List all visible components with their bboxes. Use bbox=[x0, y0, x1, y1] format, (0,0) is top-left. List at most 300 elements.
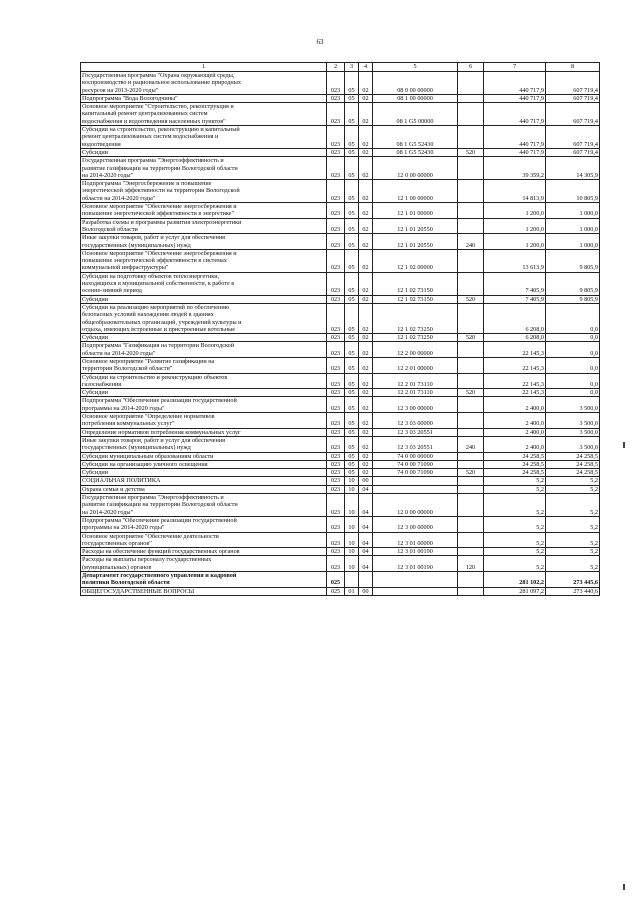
amount-2020-cell: 0,0 bbox=[546, 357, 600, 373]
row-name-cell: Подпрограмма "Обеспечение реализации государственной программы на 2014-2020 годы" bbox=[81, 516, 327, 532]
expense-type-cell bbox=[458, 477, 484, 485]
table-row bbox=[81, 334, 600, 342]
subsection-code-cell: 00 bbox=[359, 587, 373, 595]
section-code-cell: 05 bbox=[345, 428, 359, 436]
column-header: 5 bbox=[373, 63, 458, 72]
amount-2019-cell: 24 258,5 bbox=[484, 469, 546, 477]
table-row bbox=[81, 249, 600, 272]
row-name-cell: Подпрограмма "Газификация на территории Вологодской области на 2014-2020 годы" bbox=[81, 342, 327, 358]
subsection-code-cell: 04 bbox=[359, 556, 373, 572]
table-row bbox=[81, 452, 600, 460]
ministry-code-cell: 023 bbox=[327, 532, 345, 548]
expense-type-cell bbox=[458, 103, 484, 126]
ministry-code-cell: 023 bbox=[327, 389, 345, 397]
amount-2019-cell: 5,2 bbox=[484, 477, 546, 485]
amount-2019-cell: 22 145,3 bbox=[484, 357, 546, 373]
table-row bbox=[81, 460, 600, 468]
expense-type-cell bbox=[458, 249, 484, 272]
amount-2020-cell: 5,2 bbox=[546, 494, 600, 517]
ministry-code-cell: 023 bbox=[327, 469, 345, 477]
amount-2019-cell: 22 145,3 bbox=[484, 342, 546, 358]
amount-2020-cell: 0,0 bbox=[546, 342, 600, 358]
target-article-cell: 12 1 01 20550 bbox=[373, 234, 458, 250]
column-header: 6 bbox=[458, 63, 484, 72]
table-row bbox=[81, 587, 600, 595]
row-name-cell: Субсидии на строительство, реконструкцию и капитальный ремонт централизованных систем водоснабжения и водоотведения bbox=[81, 126, 327, 149]
section-code-cell: 10 bbox=[345, 477, 359, 485]
amount-2019-cell: 14 813,9 bbox=[484, 180, 546, 203]
target-article-cell: 12 1 02 73150 bbox=[373, 272, 458, 295]
amount-2020-cell: 5,2 bbox=[546, 548, 600, 556]
section-code-cell: 05 bbox=[345, 373, 359, 389]
amount-2020-cell: 273 440,6 bbox=[546, 587, 600, 595]
table-row bbox=[81, 477, 600, 485]
section-code-cell: 05 bbox=[345, 342, 359, 358]
table-row bbox=[81, 397, 600, 413]
amount-2020-cell: 14 305,9 bbox=[546, 157, 600, 180]
section-code-cell: 05 bbox=[345, 103, 359, 126]
target-article-cell: 74 0 00 00000 bbox=[373, 452, 458, 460]
section-code-cell: 05 bbox=[345, 234, 359, 250]
table-row bbox=[81, 572, 600, 588]
expense-type-cell bbox=[458, 373, 484, 389]
subsection-code-cell: 02 bbox=[359, 272, 373, 295]
row-name-cell: Департамент государственного управления и кадровой политики Вологодской области bbox=[81, 572, 327, 588]
section-code-cell: 10 bbox=[345, 516, 359, 532]
margin-tick bbox=[623, 442, 625, 448]
section-code-cell: 10 bbox=[345, 556, 359, 572]
row-name-cell: Основное мероприятие "Обеспечение деятельности государственных органов" bbox=[81, 532, 327, 548]
subsection-code-cell: 04 bbox=[359, 548, 373, 556]
table-row bbox=[81, 295, 600, 303]
row-name-cell: Основное мероприятие "Развитие газификации на территории Вологодской области" bbox=[81, 357, 327, 373]
ministry-code-cell: 023 bbox=[327, 373, 345, 389]
row-name-cell: Основное мероприятие "Обеспечение энергосбережения и повышение энергетической эффективности в системах коммунальной инфраструктуры" bbox=[81, 249, 327, 272]
ministry-code-cell: 023 bbox=[327, 357, 345, 373]
table-row bbox=[81, 469, 600, 477]
row-name-cell: СОЦИАЛЬНАЯ ПОЛИТИКА bbox=[81, 477, 327, 485]
section-code-cell: 05 bbox=[345, 413, 359, 429]
expense-type-cell bbox=[458, 572, 484, 588]
section-code-cell: 05 bbox=[345, 469, 359, 477]
section-code-cell: 05 bbox=[345, 452, 359, 460]
row-name-cell: Субсидии муниципальным образованиям области bbox=[81, 452, 327, 460]
ministry-code-cell: 023 bbox=[327, 94, 345, 102]
target-article-cell: 12 1 02 73250 bbox=[373, 334, 458, 342]
column-header: 1 bbox=[81, 63, 327, 72]
target-article-cell: 08 1 00 00000 bbox=[373, 94, 458, 102]
amount-2019-cell: 440 717,9 bbox=[484, 126, 546, 149]
subsection-code-cell: 02 bbox=[359, 452, 373, 460]
table-row bbox=[81, 303, 600, 333]
target-article-cell: 12 2 01 73110 bbox=[373, 389, 458, 397]
subsection-code-cell: 02 bbox=[359, 436, 373, 452]
table-body bbox=[81, 72, 600, 596]
column-header: 4 bbox=[359, 63, 373, 72]
expense-type-cell: 520 bbox=[458, 334, 484, 342]
amount-2020-cell: 5,2 bbox=[546, 532, 600, 548]
subsection-code-cell: 02 bbox=[359, 460, 373, 468]
amount-2020-cell: 607 719,4 bbox=[546, 72, 600, 95]
amount-2020-cell: 607 719,4 bbox=[546, 148, 600, 156]
subsection-code-cell: 02 bbox=[359, 373, 373, 389]
ministry-code-cell: 023 bbox=[327, 126, 345, 149]
row-name-cell: Субсидии bbox=[81, 469, 327, 477]
amount-2019-cell: 440 717,9 bbox=[484, 72, 546, 95]
amount-2020-cell: 5,2 bbox=[546, 485, 600, 493]
amount-2020-cell: 3 500,0 bbox=[546, 397, 600, 413]
ministry-code-cell: 023 bbox=[327, 477, 345, 485]
row-name-cell: Расходы на обеспечение функций государственных органов bbox=[81, 548, 327, 556]
subsection-code-cell: 02 bbox=[359, 126, 373, 149]
amount-2020-cell: 0,0 bbox=[546, 303, 600, 333]
table-row bbox=[81, 485, 600, 493]
section-code-cell: 10 bbox=[345, 494, 359, 517]
section-code-cell: 05 bbox=[345, 148, 359, 156]
target-article-cell: 12 3 00 00000 bbox=[373, 397, 458, 413]
subsection-code-cell: 02 bbox=[359, 234, 373, 250]
ministry-code-cell: 023 bbox=[327, 556, 345, 572]
amount-2020-cell: 273 445,6 bbox=[546, 572, 600, 588]
amount-2019-cell: 22 145,3 bbox=[484, 373, 546, 389]
expense-type-cell bbox=[458, 532, 484, 548]
amount-2019-cell: 281 097,2 bbox=[484, 587, 546, 595]
expense-type-cell bbox=[458, 548, 484, 556]
ministry-code-cell: 023 bbox=[327, 272, 345, 295]
amount-2020-cell: 607 719,4 bbox=[546, 94, 600, 102]
row-name-cell: Государственная программа "Энергоэффективность и развитие газификации на территории Вологодской области на 2014-2020 годы" bbox=[81, 157, 327, 180]
amount-2020-cell: 5,2 bbox=[546, 556, 600, 572]
ministry-code-cell: 023 bbox=[327, 203, 345, 219]
ministry-code-cell: 025 bbox=[327, 572, 345, 588]
amount-2020-cell: 24 258,5 bbox=[546, 452, 600, 460]
section-code-cell: 05 bbox=[345, 203, 359, 219]
amount-2020-cell: 1 000,0 bbox=[546, 203, 600, 219]
table-row bbox=[81, 516, 600, 532]
amount-2020-cell: 1 000,0 bbox=[546, 234, 600, 250]
ministry-code-cell: 023 bbox=[327, 334, 345, 342]
column-header: 3 bbox=[345, 63, 359, 72]
subsection-code-cell: 04 bbox=[359, 494, 373, 517]
row-name-cell: Субсидии bbox=[81, 334, 327, 342]
subsection-code-cell: 02 bbox=[359, 397, 373, 413]
row-name-cell: Субсидии bbox=[81, 295, 327, 303]
expense-type-cell: 520 bbox=[458, 148, 484, 156]
expense-type-cell bbox=[458, 218, 484, 234]
ministry-code-cell: 023 bbox=[327, 103, 345, 126]
margin-tick bbox=[623, 884, 625, 890]
subsection-code-cell: 04 bbox=[359, 532, 373, 548]
row-name-cell: Основное мероприятие "Определение нормативов потребления коммунальных услуг" bbox=[81, 413, 327, 429]
expense-type-cell bbox=[458, 157, 484, 180]
subsection-code-cell: 02 bbox=[359, 180, 373, 203]
ministry-code-cell: 023 bbox=[327, 180, 345, 203]
expense-type-cell bbox=[458, 203, 484, 219]
subsection-code-cell: 02 bbox=[359, 334, 373, 342]
row-name-cell: Подпрограмма "Энергосбережение и повышение энергетической эффективности на территории Вологодской области на 2014-2020 годы" bbox=[81, 180, 327, 203]
amount-2019-cell: 2 400,0 bbox=[484, 397, 546, 413]
ministry-code-cell: 023 bbox=[327, 342, 345, 358]
expense-type-cell: 240 bbox=[458, 234, 484, 250]
amount-2020-cell: 0,0 bbox=[546, 334, 600, 342]
target-article-cell: 08 1 G5 52430 bbox=[373, 126, 458, 149]
target-article-cell bbox=[373, 572, 458, 588]
table-row bbox=[81, 72, 600, 95]
table-row bbox=[81, 126, 600, 149]
column-header: 2 bbox=[327, 63, 345, 72]
target-article-cell: 12 1 02 73250 bbox=[373, 303, 458, 333]
section-code-cell: 05 bbox=[345, 272, 359, 295]
subsection-code-cell: 02 bbox=[359, 148, 373, 156]
section-code-cell: 05 bbox=[345, 218, 359, 234]
section-code-cell: 10 bbox=[345, 532, 359, 548]
subsection-code-cell: 02 bbox=[359, 295, 373, 303]
expense-type-cell bbox=[458, 126, 484, 149]
subsection-code-cell: 04 bbox=[359, 516, 373, 532]
ministry-code-cell: 025 bbox=[327, 587, 345, 595]
target-article-cell bbox=[373, 477, 458, 485]
table-row bbox=[81, 103, 600, 126]
amount-2019-cell: 440 717,9 bbox=[484, 148, 546, 156]
ministry-code-cell: 023 bbox=[327, 295, 345, 303]
ministry-code-cell: 023 bbox=[327, 157, 345, 180]
expense-type-cell bbox=[458, 94, 484, 102]
row-name-cell: Подпрограмма "Обеспечение реализации государственной программы на 2014-2020 годы" bbox=[81, 397, 327, 413]
amount-2019-cell: 6 208,0 bbox=[484, 334, 546, 342]
target-article-cell: 12 2 01 73110 bbox=[373, 373, 458, 389]
expense-type-cell: 240 bbox=[458, 436, 484, 452]
table-row bbox=[81, 180, 600, 203]
subsection-code-cell: 02 bbox=[359, 469, 373, 477]
subsection-code-cell: 02 bbox=[359, 249, 373, 272]
target-article-cell: 12 1 00 00000 bbox=[373, 180, 458, 203]
row-name-cell: Охрана семьи и детства bbox=[81, 485, 327, 493]
amount-2019-cell: 22 145,3 bbox=[484, 389, 546, 397]
ministry-code-cell: 023 bbox=[327, 516, 345, 532]
table-row bbox=[81, 556, 600, 572]
expense-type-cell bbox=[458, 303, 484, 333]
page-number: 63 bbox=[316, 38, 324, 46]
amount-2020-cell: 10 805,9 bbox=[546, 180, 600, 203]
row-name-cell: Государственная программа "Энергоэффективность и развитие газификации на территории Вологодской области на 2014-2020 годы" bbox=[81, 494, 327, 517]
amount-2020-cell: 24 258,5 bbox=[546, 469, 600, 477]
section-code-cell: 05 bbox=[345, 389, 359, 397]
amount-2020-cell: 607 719,4 bbox=[546, 103, 600, 126]
amount-2020-cell: 0,0 bbox=[546, 389, 600, 397]
target-article-cell: 74 0 00 71090 bbox=[373, 460, 458, 468]
ministry-code-cell: 023 bbox=[327, 452, 345, 460]
table-row bbox=[81, 357, 600, 373]
table-header-row bbox=[81, 63, 600, 72]
section-code-cell: 05 bbox=[345, 460, 359, 468]
expense-type-cell: 520 bbox=[458, 295, 484, 303]
table-row bbox=[81, 548, 600, 556]
subsection-code-cell: 02 bbox=[359, 94, 373, 102]
row-name-cell: Подпрограмма "Вода Вологодчины" bbox=[81, 94, 327, 102]
subsection-code-cell: 02 bbox=[359, 203, 373, 219]
section-code-cell: 10 bbox=[345, 485, 359, 493]
amount-2019-cell: 2 400,0 bbox=[484, 428, 546, 436]
ministry-code-cell: 023 bbox=[327, 460, 345, 468]
amount-2019-cell: 2 400,0 bbox=[484, 436, 546, 452]
target-article-cell: 12 3 01 00190 bbox=[373, 556, 458, 572]
subsection-code-cell: 02 bbox=[359, 357, 373, 373]
subsection-code-cell: 02 bbox=[359, 218, 373, 234]
ministry-code-cell: 023 bbox=[327, 428, 345, 436]
table-row bbox=[81, 234, 600, 250]
expense-type-cell bbox=[458, 272, 484, 295]
expense-type-cell bbox=[458, 428, 484, 436]
expense-type-cell: 520 bbox=[458, 389, 484, 397]
section-code-cell bbox=[345, 572, 359, 588]
amount-2019-cell: 440 717,9 bbox=[484, 103, 546, 126]
section-code-cell: 05 bbox=[345, 303, 359, 333]
amount-2020-cell: 3 500,0 bbox=[546, 436, 600, 452]
expense-type-cell bbox=[458, 342, 484, 358]
table-row bbox=[81, 532, 600, 548]
target-article-cell: 08 1 G5 00000 bbox=[373, 103, 458, 126]
row-name-cell: Субсидии bbox=[81, 389, 327, 397]
section-code-cell: 05 bbox=[345, 180, 359, 203]
target-article-cell: 12 2 01 00000 bbox=[373, 357, 458, 373]
ministry-code-cell: 023 bbox=[327, 413, 345, 429]
table-row bbox=[81, 436, 600, 452]
target-article-cell: 12 1 01 20550 bbox=[373, 218, 458, 234]
ministry-code-cell: 023 bbox=[327, 148, 345, 156]
expense-type-cell bbox=[458, 397, 484, 413]
section-code-cell: 05 bbox=[345, 72, 359, 95]
row-name-cell: Субсидии на подготовку объектов теплоэнергетики, находящихся в муниципальной собственности, к работе в осенне-зимний период bbox=[81, 272, 327, 295]
amount-2020-cell: 5,2 bbox=[546, 516, 600, 532]
section-code-cell: 05 bbox=[345, 436, 359, 452]
table-row bbox=[81, 428, 600, 436]
expense-type-cell bbox=[458, 587, 484, 595]
subsection-code-cell: 02 bbox=[359, 103, 373, 126]
amount-2020-cell: 24 258,5 bbox=[546, 460, 600, 468]
table-row bbox=[81, 218, 600, 234]
target-article-cell: 12 3 03 20551 bbox=[373, 428, 458, 436]
section-code-cell: 05 bbox=[345, 126, 359, 149]
amount-2019-cell: 5,2 bbox=[484, 532, 546, 548]
section-code-cell: 05 bbox=[345, 357, 359, 373]
row-name-cell: Разработка схемы и программы развития электроэнергетики Вологодской области bbox=[81, 218, 327, 234]
subsection-code-cell: 02 bbox=[359, 413, 373, 429]
section-code-cell: 05 bbox=[345, 397, 359, 413]
amount-2020-cell: 9 805,9 bbox=[546, 295, 600, 303]
amount-2019-cell: 5,2 bbox=[484, 516, 546, 532]
target-article-cell: 12 0 00 00000 bbox=[373, 494, 458, 517]
section-code-cell: 05 bbox=[345, 295, 359, 303]
ministry-code-cell: 023 bbox=[327, 494, 345, 517]
table-row bbox=[81, 148, 600, 156]
amount-2019-cell: 5,2 bbox=[484, 556, 546, 572]
subsection-code-cell bbox=[359, 572, 373, 588]
amount-2020-cell: 5,2 bbox=[546, 477, 600, 485]
row-name-cell: Субсидии на организацию уличного освещения bbox=[81, 460, 327, 468]
target-article-cell: 12 1 02 73150 bbox=[373, 295, 458, 303]
table-row bbox=[81, 94, 600, 102]
ministry-code-cell: 023 bbox=[327, 303, 345, 333]
expense-type-cell bbox=[458, 357, 484, 373]
table-row bbox=[81, 413, 600, 429]
target-article-cell: 08 1 G5 52430 bbox=[373, 148, 458, 156]
amount-2019-cell: 6 208,0 bbox=[484, 303, 546, 333]
amount-2020-cell: 9 805,9 bbox=[546, 249, 600, 272]
table-row bbox=[81, 494, 600, 517]
subsection-code-cell: 04 bbox=[359, 485, 373, 493]
section-code-cell: 10 bbox=[345, 548, 359, 556]
section-code-cell: 05 bbox=[345, 157, 359, 180]
amount-2019-cell: 1 200,0 bbox=[484, 218, 546, 234]
amount-2019-cell: 5,2 bbox=[484, 494, 546, 517]
row-name-cell: Основное мероприятие "Строительство, реконструкция и капитальный ремонт централизованных систем водоснабжения и водоотведения населенных пунктов" bbox=[81, 103, 327, 126]
target-article-cell: 12 3 01 00000 bbox=[373, 532, 458, 548]
amount-2020-cell: 0,0 bbox=[546, 373, 600, 389]
amount-2019-cell: 39 359,2 bbox=[484, 157, 546, 180]
target-article-cell bbox=[373, 485, 458, 493]
expense-type-cell bbox=[458, 494, 484, 517]
amount-2019-cell: 24 258,5 bbox=[484, 452, 546, 460]
expense-type-cell bbox=[458, 460, 484, 468]
expense-type-cell bbox=[458, 72, 484, 95]
subsection-code-cell: 02 bbox=[359, 428, 373, 436]
row-name-cell: Субсидии на реализацию мероприятий по обеспечению безопасных условий нахождения людей в зданиях общеобразовательных организаций, учреждений культуры и отдыха, имеющих встроенные и пристроенные котельные bbox=[81, 303, 327, 333]
expense-type-cell bbox=[458, 516, 484, 532]
section-code-cell: 05 bbox=[345, 94, 359, 102]
row-name-cell: Расходы на выплаты персоналу государственных (муниципальных) органов bbox=[81, 556, 327, 572]
amount-2019-cell: 5,2 bbox=[484, 485, 546, 493]
target-article-cell: 74 0 00 71090 bbox=[373, 469, 458, 477]
row-name-cell: Иные закупки товаров, работ и услуг для обеспечения государственных (муниципальных) нужд bbox=[81, 436, 327, 452]
amount-2019-cell: 440 717,9 bbox=[484, 94, 546, 102]
ministry-code-cell: 023 bbox=[327, 72, 345, 95]
amount-2019-cell: 2 400,0 bbox=[484, 413, 546, 429]
expense-type-cell bbox=[458, 180, 484, 203]
target-article-cell: 12 3 03 00000 bbox=[373, 413, 458, 429]
target-article-cell: 12 0 00 00000 bbox=[373, 157, 458, 180]
ministry-code-cell: 023 bbox=[327, 397, 345, 413]
table-row bbox=[81, 157, 600, 180]
table-row bbox=[81, 342, 600, 358]
subsection-code-cell: 00 bbox=[359, 477, 373, 485]
expense-type-cell bbox=[458, 485, 484, 493]
amount-2020-cell: 9 805,9 bbox=[546, 272, 600, 295]
target-article-cell bbox=[373, 587, 458, 595]
expense-type-cell bbox=[458, 452, 484, 460]
amount-2020-cell: 1 000,0 bbox=[546, 218, 600, 234]
subsection-code-cell: 02 bbox=[359, 303, 373, 333]
target-article-cell: 12 2 00 00000 bbox=[373, 342, 458, 358]
table-row bbox=[81, 373, 600, 389]
amount-2020-cell: 3 500,0 bbox=[546, 413, 600, 429]
amount-2020-cell: 607 719,4 bbox=[546, 126, 600, 149]
expense-type-cell: 520 bbox=[458, 469, 484, 477]
amount-2020-cell: 3 500,0 bbox=[546, 428, 600, 436]
subsection-code-cell: 02 bbox=[359, 342, 373, 358]
ministry-code-cell: 023 bbox=[327, 218, 345, 234]
target-article-cell: 12 3 01 00190 bbox=[373, 548, 458, 556]
ministry-code-cell: 023 bbox=[327, 249, 345, 272]
subsection-code-cell: 02 bbox=[359, 157, 373, 180]
amount-2019-cell: 1 200,0 bbox=[484, 234, 546, 250]
section-code-cell: 05 bbox=[345, 249, 359, 272]
subsection-code-cell: 02 bbox=[359, 389, 373, 397]
row-name-cell: ОБЩЕГОСУДАРСТВЕННЫЕ ВОПРОСЫ bbox=[81, 587, 327, 595]
ministry-code-cell: 023 bbox=[327, 234, 345, 250]
section-code-cell: 05 bbox=[345, 334, 359, 342]
column-header: 8 bbox=[546, 63, 600, 72]
table-row bbox=[81, 203, 600, 219]
